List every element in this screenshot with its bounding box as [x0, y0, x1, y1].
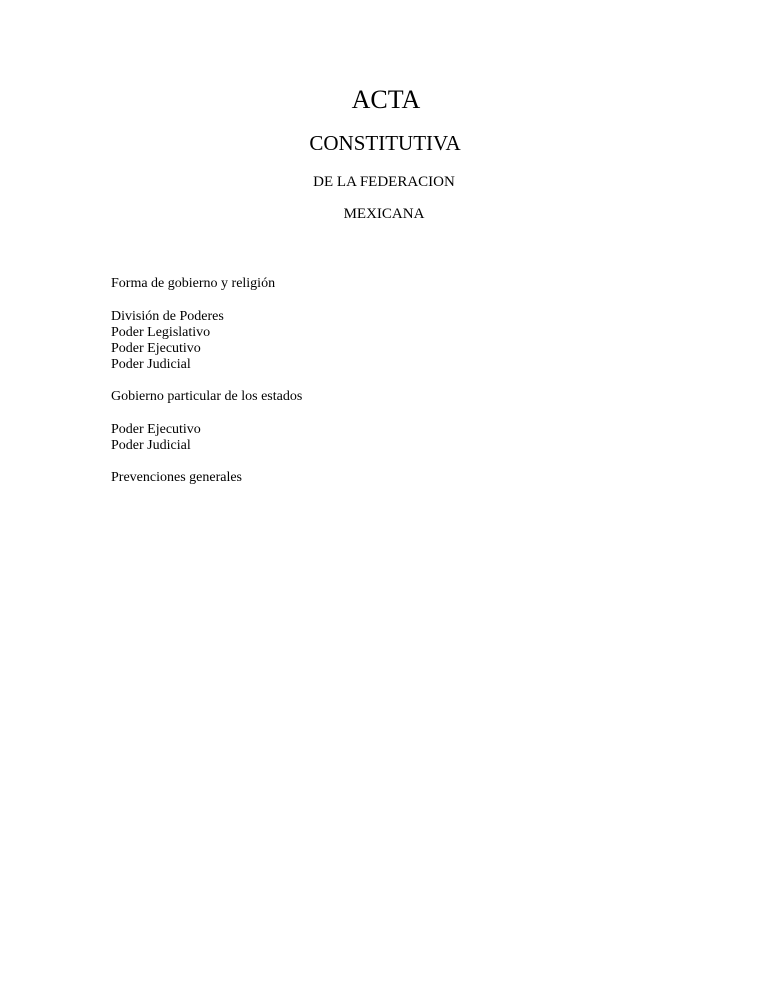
toc-group-estados-poderes	[111, 422, 302, 454]
title-constitutiva: CONSTITUTIVA	[309, 131, 461, 155]
toc-item: Poder Ejecutivo	[111, 340, 201, 356]
toc-item: Poder Judicial	[111, 437, 191, 453]
title-mexicana: MEXICANA	[343, 206, 425, 222]
toc-item: Poder Judicial	[111, 356, 191, 372]
toc-group-gobierno-particular	[111, 389, 302, 405]
title-de-la-federacion: DE LA FEDERACION	[313, 174, 455, 190]
toc-item: Poder Ejecutivo	[111, 421, 201, 437]
toc-item: Prevenciones generales	[111, 470, 242, 485]
toc-item: Forma de gobierno y religión	[111, 276, 276, 291]
table-of-contents	[111, 276, 302, 503]
toc-group-forma-de-gobierno	[111, 276, 302, 292]
toc-item: Gobierno particular de los estados	[111, 389, 303, 404]
toc-item: División de Poderes	[111, 308, 224, 324]
toc-item: Poder Legislativo	[111, 324, 211, 340]
toc-group-prevenciones	[111, 470, 302, 486]
title-acta: ACTA	[351, 85, 421, 114]
toc-group-division-de-poderes	[111, 309, 302, 373]
